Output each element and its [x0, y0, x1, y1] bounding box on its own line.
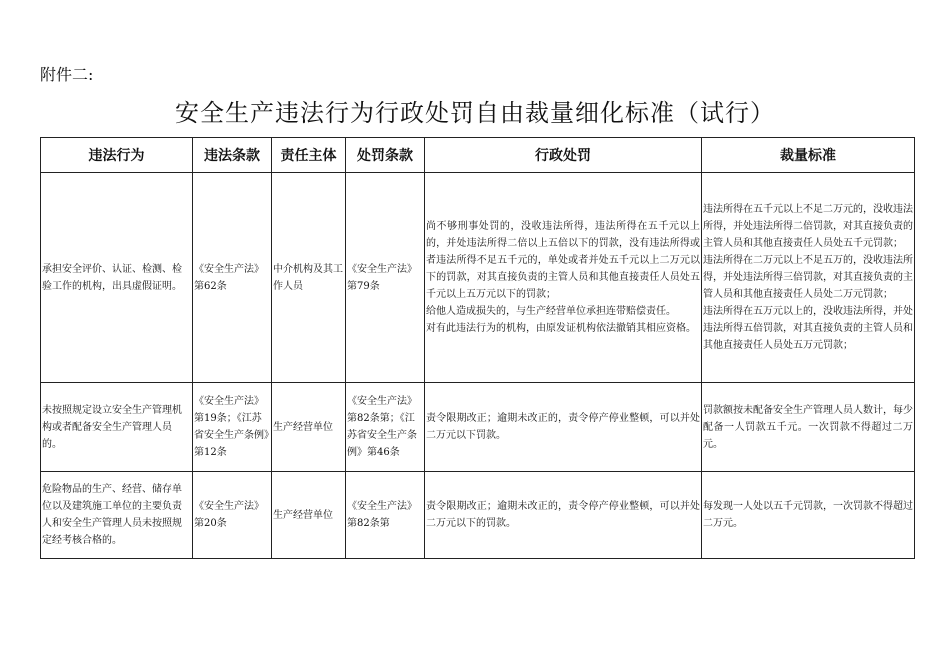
document-title: 安全生产违法行为行政处罚自由裁量细化标准（试行） — [175, 99, 775, 127]
penalty-paragraph: 责令限期改正；逾期未改正的，责令停产停业整顿，可以并处二万元以下罚款。 — [426, 413, 700, 441]
penalty-paragraph: 尚不够刑事处罚的，没收违法所得，违法所得在五千元以上的，并处违法所得二倍以上五倍以下的罚款，没有违法所得或者违法所得不足五千元的，单处或者并处五千元以上二万元以下的罚款，对其直接负责的主管人员和其他直接责任人员处五千元以上五万元以下的罚款； — [426, 221, 700, 300]
cell-behavior: 未按照规定设立安全生产管理机构或者配备安全生产管理人员的。 — [41, 383, 193, 472]
table-header-row — [41, 138, 915, 173]
header-responsible-subject: 责任主体 — [272, 138, 346, 173]
penalty-paragraph: 责令限期改正；逾期未改正的，责令停产停业整顿，可以并处二万元以下的罚款。 — [426, 501, 700, 529]
cell-behavior: 承担安全评价、认证、检测、检验工作的机构，出具虚假证明。 — [41, 173, 193, 383]
standard-paragraph: 违法所得在二万元以上不足五万的，没收违法所得，并处违法所得三倍罚款，对其直接负责的主管人员和其他直接责任人员处二万元罚款； — [703, 255, 913, 300]
table-row — [41, 173, 915, 383]
cell-behavior: 危险物品的生产、经营、储存单位以及建筑施工单位的主要负责人和安全生产管理人员未按照规定经考核合格的。 — [41, 472, 193, 559]
table-row — [41, 472, 915, 559]
cell-penalty — [425, 173, 702, 383]
standard-paragraph: 罚款额按未配备安全生产管理人员人数计，每少配备一人罚款五千元。一次罚款不得超过二万元。 — [703, 404, 913, 450]
header-penalty-clause: 处罚条款 — [346, 138, 425, 173]
cell-subject: 生产经营单位 — [272, 472, 346, 559]
penalty-paragraph: 对有此违法行为的机构，由原发证机构依法撤销其相应资格。 — [426, 323, 696, 334]
header-administrative-penalty: 行政处罚 — [425, 138, 702, 173]
annex-label: 附件二: — [40, 65, 94, 84]
header-violation-clause: 违法条款 — [193, 138, 272, 173]
cell-penalty — [425, 472, 702, 559]
header-discretion-standard: 裁量标准 — [702, 138, 915, 173]
standard-paragraph: 违法所得在五万元以上的，没收违法所得，并处违法所得五倍罚款，对其直接负责的主管人员和其他直接责任人员处五万元罚款； — [703, 306, 913, 351]
standard-paragraph: 每发现一人处以五千元罚款，一次罚款不得超过二万元。 — [703, 501, 913, 529]
cell-standard — [702, 383, 915, 472]
standard-paragraph: 违法所得在五千元以上不足二万元的，没收违法所得，并处违法所得二倍罚款，对其直接负责的主管人员和其他直接责任人员处五千元罚款； — [703, 204, 913, 249]
cell-subject: 生产经营单位 — [272, 383, 346, 472]
header-violation-behavior: 违法行为 — [41, 138, 193, 173]
cell-violation-clause: 《安全生产法》第20条 — [193, 472, 272, 559]
cell-penalty-clause: 《安全生产法》第82条第 — [346, 472, 425, 559]
cell-violation-clause: 《安全生产法》第19条；《江苏省安全生产条例》第12条 — [193, 383, 272, 472]
cell-penalty-clause: 《安全生产法》第82条第；《江苏省安全生产条例》第46条 — [346, 383, 425, 472]
cell-standard — [702, 472, 915, 559]
table-row — [41, 383, 915, 472]
cell-violation-clause: 《安全生产法》第62条 — [193, 173, 272, 383]
cell-penalty — [425, 383, 702, 472]
cell-standard — [702, 173, 915, 383]
cell-penalty-clause: 《安全生产法》第79条 — [346, 173, 425, 383]
penalty-standard-table — [40, 137, 915, 559]
cell-subject: 中介机构及其工作人员 — [272, 173, 346, 383]
penalty-paragraph: 给他人造成损失的，与生产经营单位承担连带赔偿责任。 — [426, 306, 676, 317]
